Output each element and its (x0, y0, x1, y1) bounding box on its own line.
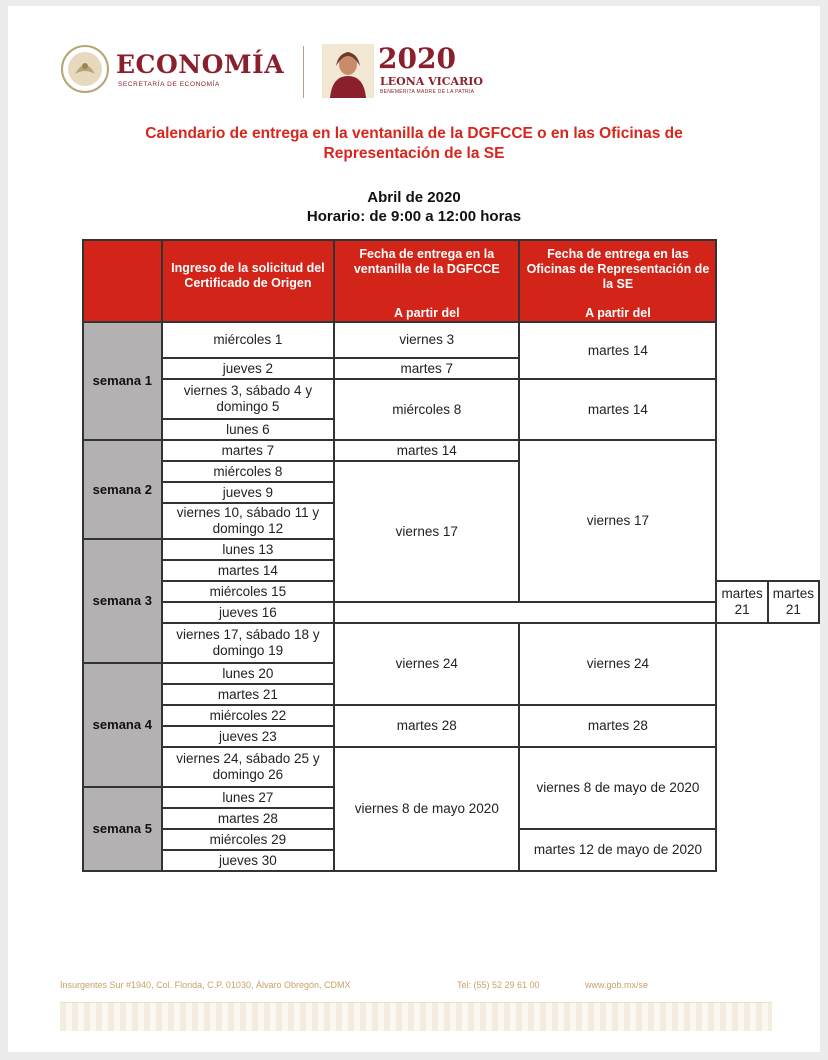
ingreso-cell: miércoles 22 (162, 705, 335, 726)
header-ventanilla-text: Fecha de entrega en la ventanilla de la DGFCCE (353, 247, 500, 276)
document-subtitle (8, 188, 820, 226)
month-label: Abril de 2020 (367, 189, 461, 206)
table-row (83, 379, 819, 419)
header-ingreso-text: Ingreso de la solicitud del Certificado de Origen (171, 261, 325, 290)
letterhead (60, 42, 500, 102)
national-seal-logo (60, 44, 110, 94)
table-row (83, 602, 819, 623)
ventanilla-cell: martes 14 (334, 440, 519, 461)
week-cell: semana 1 (83, 322, 162, 440)
ventanilla-cell: martes 28 (334, 705, 519, 747)
ingreso-cell: lunes 6 (162, 419, 335, 440)
header-divider (303, 46, 304, 98)
header-oficinas (519, 240, 716, 322)
ingreso-cell: lunes 27 (162, 787, 335, 808)
oficinas-cell: viernes 8 de mayo de 2020 (519, 747, 716, 829)
ingreso-cell: miércoles 1 (162, 322, 335, 358)
oficinas-cell: martes 12 de mayo de 2020 (519, 829, 716, 871)
ventanilla-cell: viernes 24 (334, 623, 519, 705)
oficinas-cell: viernes 17 (519, 440, 716, 602)
ingreso-cell: miércoles 15 (162, 581, 335, 602)
table-row (83, 705, 819, 726)
header-corner (83, 240, 162, 322)
footer-website-link[interactable]: www.gob.mx/se (585, 980, 649, 990)
document-title (8, 124, 820, 164)
week-cell: semana 5 (83, 787, 162, 871)
delivery-calendar-table (82, 239, 820, 872)
ventanilla-cell: viernes 3 (334, 322, 519, 358)
ingreso-cell: martes 28 (162, 808, 335, 829)
schedule-label: Horario: de 9:00 a 12:00 horas (306, 208, 522, 225)
oficinas-cell: martes 14 (519, 379, 716, 440)
header-ventanilla (334, 240, 519, 322)
brand-name: ECONOMÍA (116, 50, 285, 79)
week-cell: semana 4 (83, 663, 162, 787)
ingreso-cell: jueves 9 (162, 482, 335, 503)
ingreso-cell: jueves 16 (162, 602, 335, 623)
header-ingreso (162, 240, 335, 322)
table-row (83, 747, 819, 787)
header-ventanilla-sub: A partir del (394, 306, 460, 320)
leona-vicario-label: LEONA VICARIO (380, 75, 483, 88)
ingreso-cell: jueves 30 (162, 850, 335, 871)
footer-ornament-band (60, 1002, 772, 1031)
ingreso-cell: jueves 2 (162, 358, 335, 379)
table-row (83, 623, 819, 663)
header-oficinas-inner (524, 247, 711, 321)
ventanilla-cell: martes 21 (716, 581, 767, 623)
title-line-1: Calendario de entrega en la ventanilla de la DGFCCE o en las Oficinas de (145, 125, 683, 142)
ventanilla-cell: viernes 8 de mayo 2020 (334, 747, 519, 871)
ingreso-cell: viernes 3, sábado 4 y domingo 5 (162, 379, 335, 419)
header-ventanilla-inner (339, 247, 514, 321)
oficinas-cell: martes 21 (768, 581, 819, 623)
header-oficinas-sub: A partir del (585, 306, 651, 320)
oficinas-cell: martes 28 (519, 705, 716, 747)
leona-vicario-portrait-icon (322, 44, 374, 98)
ingreso-cell: martes 7 (162, 440, 335, 461)
ingreso-cell: viernes 24, sábado 25 y domingo 26 (162, 747, 335, 787)
table-row (83, 322, 819, 358)
header-oficinas-text: Fecha de entrega en las Oficinas de Representación de la SE (526, 247, 710, 291)
ingreso-cell: jueves 23 (162, 726, 335, 747)
ingreso-cell: martes 21 (162, 684, 335, 705)
footer-address: Insurgentes Sur #1940, Col. Florida, C.P. 01030, Álvaro Obregón, CDMX (60, 980, 351, 990)
ventanilla-cell: viernes 17 (334, 461, 519, 602)
oficinas-cell: martes 14 (519, 322, 716, 379)
table-row (83, 440, 819, 461)
leona-vicario-subtitle: BENEMÉRITA MADRE DE LA PATRIA (380, 89, 475, 95)
oficinas-cell: viernes 24 (519, 623, 716, 705)
ventanilla-cell: miércoles 8 (334, 379, 519, 440)
ingreso-cell: miércoles 29 (162, 829, 335, 850)
ingreso-cell: miércoles 8 (162, 461, 335, 482)
document-page (8, 6, 820, 1052)
ingreso-cell: lunes 20 (162, 663, 335, 684)
ventanilla-cell: martes 7 (334, 358, 519, 379)
footer-phone: Tel: (55) 52 29 61 00 (457, 980, 540, 990)
ingreso-cell: viernes 10, sábado 11 y domingo 12 (162, 503, 335, 539)
week-cell: semana 3 (83, 539, 162, 663)
ingreso-cell: lunes 13 (162, 539, 335, 560)
title-line-2: Representación de la SE (323, 145, 505, 162)
brand-subtitle: SECRETARÍA DE ECONOMÍA (118, 81, 220, 88)
year-label: 2020 (378, 42, 456, 75)
ingreso-cell: viernes 17, sábado 18 y domingo 19 (162, 623, 335, 663)
ingreso-cell: martes 14 (162, 560, 335, 581)
week-cell: semana 2 (83, 440, 162, 539)
table-header-row (83, 240, 819, 322)
